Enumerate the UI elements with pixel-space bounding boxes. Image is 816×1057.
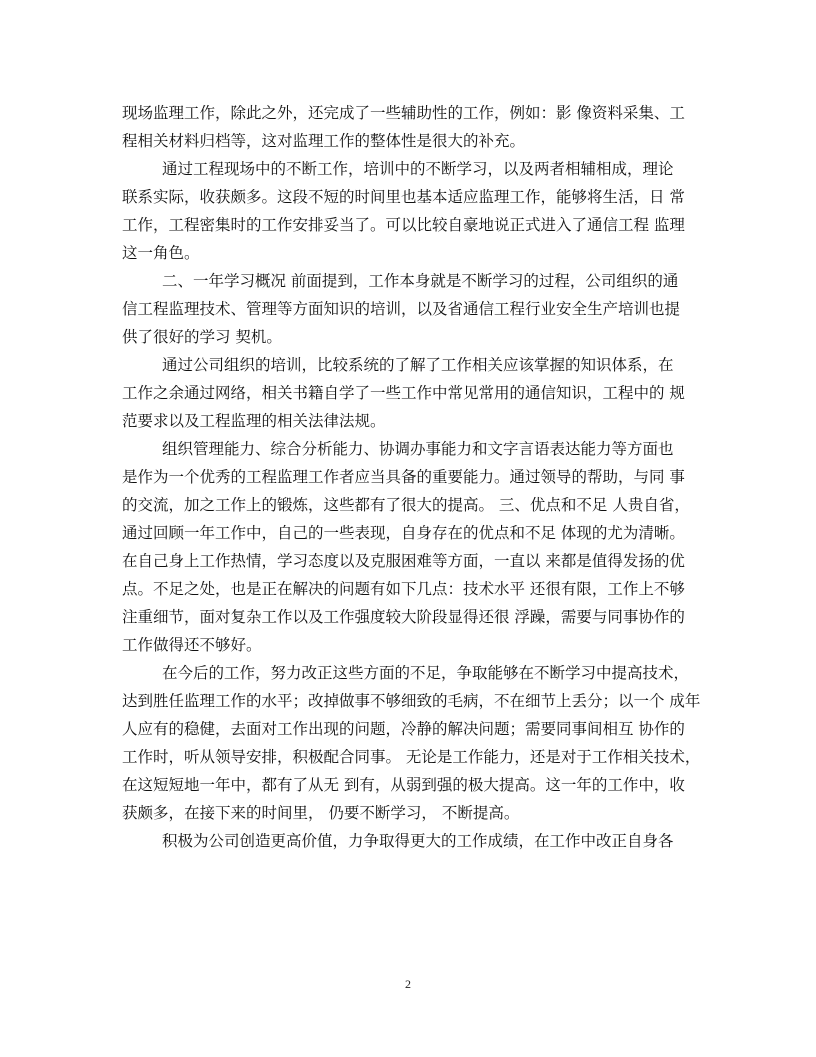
text-line: 达到胜任监理工作的水平；改掉做事不够细致的毛病，不在细节上丢分；以一个 成年 <box>122 692 701 710</box>
text-line: 积极为公司创造更高价值，力争取得更大的工作成绩，在工作中改正自身各 <box>162 832 674 850</box>
text-line: 工作时，听从领导安排，积极配合同事。 无论是工作能力，还是对于工作相关技术， <box>122 748 701 766</box>
text-line: 通过回顾一年工作中，自己的一些表现，自身存在的优点和不足 体现的尤为清晰。 <box>122 524 685 542</box>
page-number: 2 <box>405 977 411 991</box>
text-line: 现场监理工作，除此之外，还完成了一些辅助性的工作，例如：影 像资料采集、工 <box>122 104 685 122</box>
text-line: 点。不足之处，也是正在解决的问题有如下几点：技术水平 还很有限，工作上不够 <box>122 580 685 598</box>
text-line: 信工程监理技术、管理等方面知识的培训，以及省通信工程行业安全生产培训也提 <box>122 300 681 318</box>
text-line: 工作，工程密集时的工作安排妥当了。可以比较自豪地说正式进入了通信工程 监理 <box>122 216 685 234</box>
text-line: 供了很好的学习 契机。 <box>122 328 282 346</box>
text-line: 通过公司组织的培训，比较系统的了解了工作相关应该掌握的知识体系，在 <box>162 356 674 374</box>
text-line: 在自己身上工作热情，学习态度以及克服困难等方面，一直以 来都是值得发扬的优 <box>122 552 685 570</box>
text-line: 范要求以及工程监理的相关法律法规。 <box>122 412 386 430</box>
text-line: 这一角色。 <box>122 244 200 262</box>
text-line: 在这短短地一年中，都有了从无 到有，从弱到强的极大提高。这一年的工作中，收 <box>122 776 685 794</box>
text-line: 在今后的工作，努力改正这些方面的不足，争取能够在不断学习中提高技术， <box>162 664 690 682</box>
text-line: 获颇多，在接下来的时间里， 仍要不断学习， 不断提高。 <box>122 804 520 822</box>
text-line: 人应有的稳健，去面对工作出现的问题，冷静的解决问题；需要同事间相互 协作的 <box>122 720 685 738</box>
text-line: 联系实际，收获颇多。这段不短的时间里也基本适应监理工作，能够将生活，日 常 <box>122 188 685 206</box>
body-text <box>122 99 702 855</box>
text-line: 工作做得还不够好。 <box>122 636 262 654</box>
text-line: 组织管理能力、综合分析能力、协调办事能力和文字言语表达能力等方面也 <box>162 440 674 458</box>
text-line: 工作之余通过网络，相关书籍自学了一些工作中常见常用的通信知识，工程中的 规 <box>122 384 685 402</box>
text-line: 注重细节，面对复杂工作以及工作强度较大阶段显得还很 浮躁，需要与同事协作的 <box>122 608 685 626</box>
text-line: 通过工程现场中的不断工作，培训中的不断学习，以及两者相辅相成，理论 <box>162 160 674 178</box>
text-line: 程相关材料归档等，这对监理工作的整体性是很大的补充。 <box>122 132 526 150</box>
text-line: 二、一年学习概况 前面提到，工作本身就是不断学习的过程，公司组织的通 <box>162 272 679 290</box>
text-line: 是作为一个优秀的工程监理工作者应当具备的重要能力。通过领导的帮助，与同 事 <box>122 468 685 486</box>
text-line: 的交流，加之工作上的锻炼，这些都有了很大的提高。 三、优点和不足 人贵自省， <box>122 496 690 514</box>
